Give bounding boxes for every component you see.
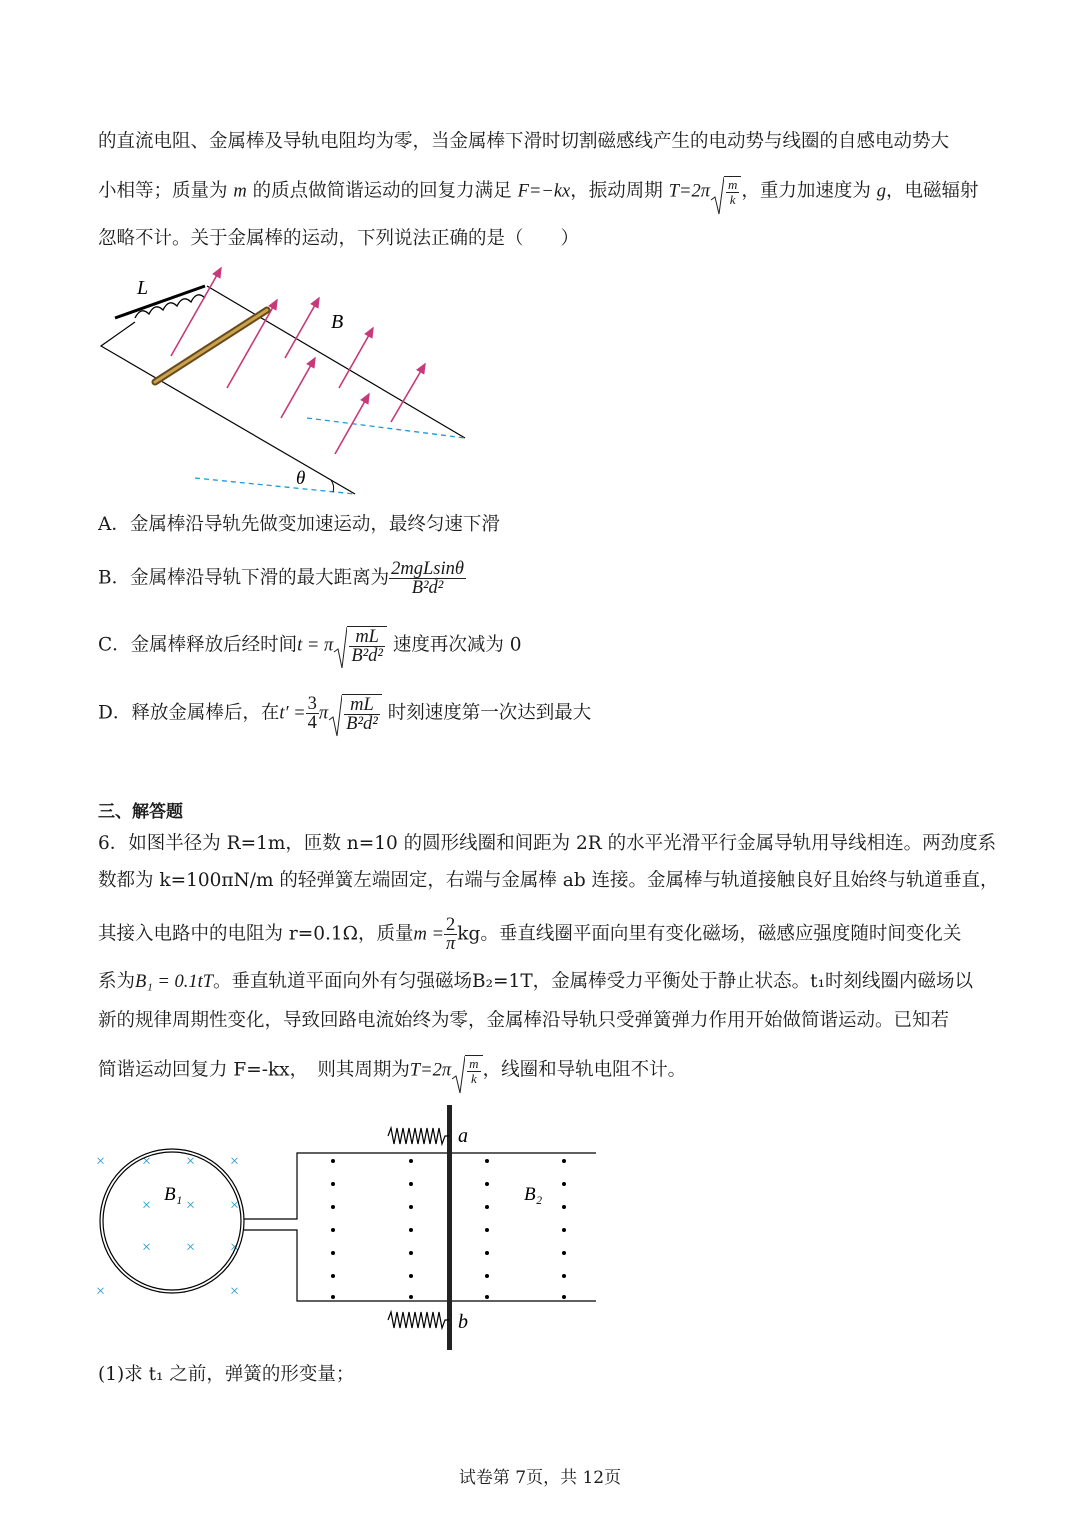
option-c-sqrt: $\frac{mL}{\text{B²d²}}$ bbox=[333, 626, 387, 665]
lower-spring bbox=[388, 1312, 449, 1328]
cross-mark: × bbox=[186, 1153, 196, 1170]
option-b: B．金属棒沿导轨下滑的最大距离为 $\frac{\text{2mgLsinθ}}{\text{B²d²}}$ bbox=[98, 559, 464, 598]
upper-wire bbox=[244, 1153, 596, 1219]
q5-period-sqrt: $\frac{m}{k}$ bbox=[710, 176, 741, 207]
field-arrow bbox=[391, 364, 425, 422]
field-B-label: B bbox=[331, 311, 344, 333]
label-a: a bbox=[458, 1125, 468, 1147]
right-rail bbox=[207, 286, 465, 438]
lower-wire bbox=[244, 1230, 596, 1301]
cross-mark: × bbox=[142, 1239, 152, 1256]
option-d-sqrt: $\frac{mL}{\text{B²d²}}$ bbox=[328, 694, 382, 733]
cross-mark: × bbox=[96, 1153, 106, 1170]
cross-mark: × bbox=[142, 1153, 152, 1170]
b1-label: B₁ bbox=[164, 1184, 183, 1205]
incline-rail-figure bbox=[95, 262, 475, 502]
coil-inner bbox=[103, 1152, 241, 1290]
option-c: C．金属棒释放后经时间t = π $\frac{mL}{\text{B²d²}}$ 速度再次减为 0 bbox=[98, 627, 522, 666]
q6-line-3: 其接入电路中的电阻为 r=0.1Ω，质量m = $\frac{2}{\pi}$ kg。垂直线圈平面向里有变化磁场，磁感应强度随时间变化关 bbox=[98, 915, 962, 954]
field-arrow bbox=[335, 394, 369, 454]
q5-line-3: 忽略不计。关于金属棒的运动，下列说法正确的是（ ） bbox=[98, 228, 580, 249]
b2-label: B₂ bbox=[524, 1184, 543, 1205]
cross-mark: × bbox=[230, 1283, 240, 1300]
cross-mark: × bbox=[142, 1197, 152, 1214]
q6-line-1: 6．如图半径为 R=1m，匝数 n=10 的圆形线圈和间距为 2R 的水平光滑平行金属导轨用导线相连。两劲度系 bbox=[98, 833, 997, 854]
label-b: b bbox=[458, 1311, 468, 1333]
metal-rod-ab bbox=[447, 1105, 452, 1350]
page-footer: 试卷第 7页，共 12页 bbox=[458, 1468, 622, 1488]
option-d: D．释放金属棒后，在t′ = $\frac{3}{4}$ π $\frac{mL}{\text{B²d²}}$ 时刻速度第一次达到最大 bbox=[98, 694, 592, 734]
cross-mark: × bbox=[96, 1283, 106, 1300]
field-arrow bbox=[281, 358, 315, 418]
coil-outer bbox=[100, 1149, 244, 1293]
coil-rail-figure bbox=[90, 1100, 610, 1360]
q6-line-5: 新的规律周期性变化，导致回路电流始终为零，金属棒沿导轨只受弹簧弹力作用开始做简谐运动。已知若 bbox=[98, 1010, 950, 1031]
q6-line-4: 系为B₁ = 0.1tT。垂直轨道平面向外有匀强磁场B₂=1T，金属棒受力平衡处于静止状态。t₁时刻线圈内磁场以 bbox=[98, 971, 974, 992]
left-rail bbox=[101, 322, 355, 494]
q5-line-2: 小相等；质量为 m 的质点做简谐运动的回复力满足 F=−kx，振动周期 T=2π $\frac{m}{k}$ ，重力加速度为 g，电磁辐射 bbox=[98, 176, 979, 207]
dashed-ref-upper bbox=[307, 418, 465, 438]
cross-mark: × bbox=[186, 1239, 196, 1256]
cross-mark: × bbox=[230, 1153, 240, 1170]
theta-label: θ bbox=[296, 468, 306, 489]
q6-sub-question-1: (1)求 t₁ 之前，弹簧的形变量； bbox=[98, 1364, 355, 1385]
q5-line-1: 的直流电阻、金属棒及导轨电阻均为零，当金属棒下滑时切割磁感线产生的电动势与线圈的自感电动势大 bbox=[98, 131, 950, 152]
upper-spring bbox=[388, 1128, 449, 1144]
section-title: 三、解答题 bbox=[98, 802, 183, 822]
cross-mark: × bbox=[186, 1197, 196, 1214]
q6-period-sqrt: $\frac{m}{k}$ bbox=[451, 1055, 482, 1086]
field-arrow bbox=[339, 328, 373, 388]
q6-line-2: 数都为 k=100πN/m 的轻弹簧左端固定，右端与金属棒 ab 连接。金属棒与轨道接触良好且始终与轨道垂直， bbox=[98, 870, 999, 891]
inductor-label: L bbox=[137, 277, 149, 299]
cross-mark: × bbox=[230, 1197, 240, 1214]
q6-line-6: 简谐运动回复力 F=-kx， 则其周期为T=2π $\frac{m}{k}$ ，线圈和导轨电阻不计。 bbox=[98, 1055, 686, 1086]
cross-mark: × bbox=[230, 1239, 240, 1256]
option-a: A．金属棒沿导轨先做变加速运动，最终匀速下滑 bbox=[98, 514, 500, 535]
